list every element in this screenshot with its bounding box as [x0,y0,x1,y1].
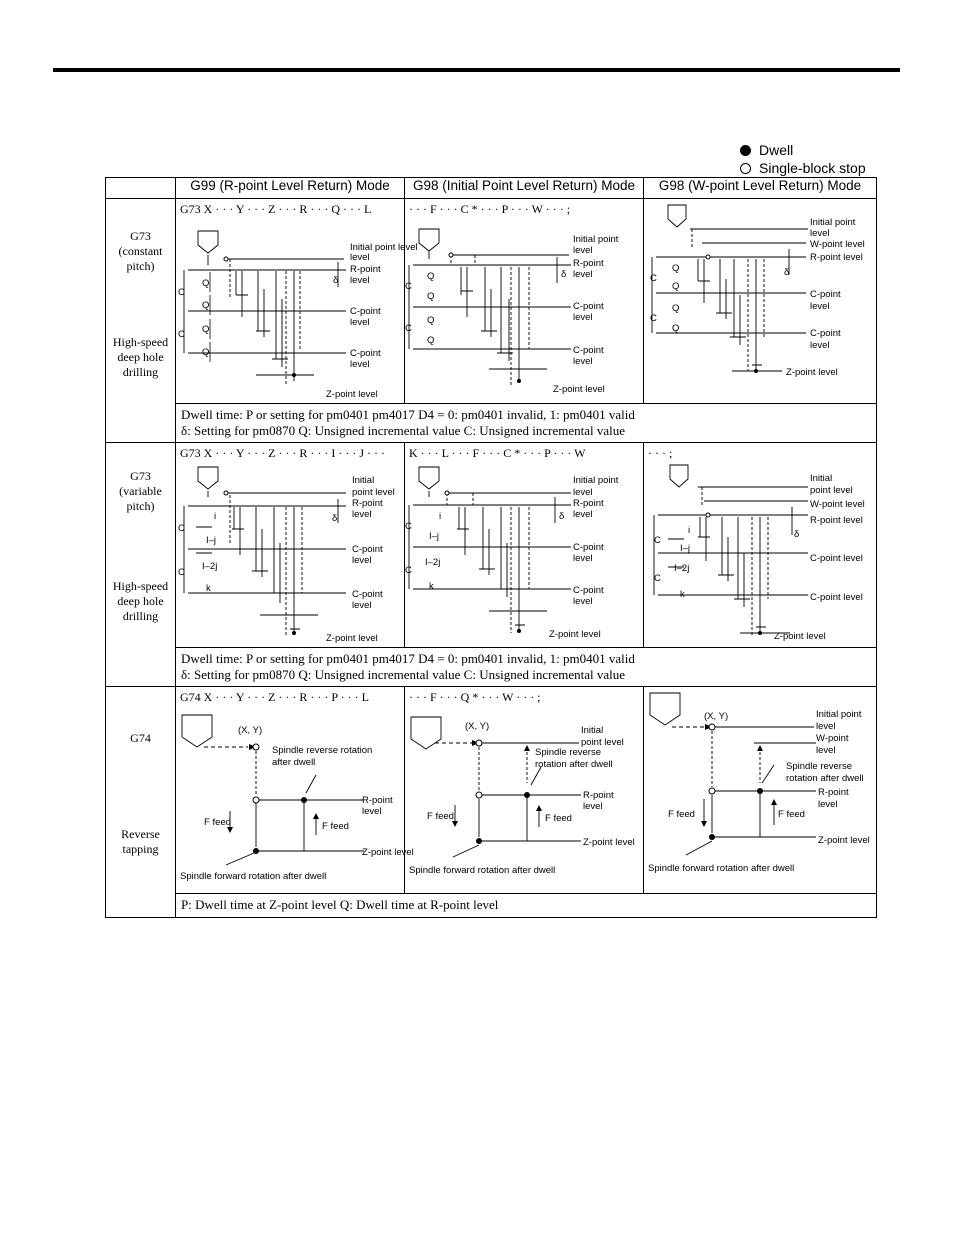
label-point-level: point level [352,487,395,498]
label-xy: (X, Y) [465,721,490,732]
label-level: level [362,806,382,817]
code: G74 [130,731,151,745]
diagram-g73v-g98-w-point [644,443,877,648]
label-f-feed: F feed [427,811,454,822]
label-delta: δ [559,511,565,522]
hollow-circle-icon [740,163,751,174]
legend-single-block-stop: Single-block stop [759,160,866,176]
label-r-point: R-point [362,795,393,806]
label-c: C [405,281,412,292]
label-z-point: Z-point level [774,631,826,642]
label-z-point: Z-point level [362,847,414,858]
label-c-point: C-point [573,542,604,553]
label-c: C [654,535,661,546]
row-label-g73-constant [106,199,176,443]
label-r-point: R-point [818,787,849,798]
label-r-point: R-point [350,264,381,275]
label-c-point: C-point [352,589,383,600]
label-r-point: R-point [573,258,604,269]
label-c: C [650,273,657,284]
label-q: Q [202,300,210,311]
label-z-point: Z-point level [786,367,838,378]
label-i-minus-2j: I–2j [674,563,690,574]
header-blank [106,178,176,199]
desc-line: drilling [122,365,159,379]
label-initial-point: Initial point [573,475,619,486]
legend-dwell: Dwell [759,142,794,158]
label-z-point: Z-point level [583,837,635,848]
label-point-level: point level [581,737,624,748]
label-i-minus-2j: I–2j [202,561,218,572]
diagram-g73v-g99 [176,443,405,648]
label-k: k [206,583,211,594]
note-line: δ: Setting for pm0870 Q: Unsigned incremental value C: Unsigned incremental value [181,423,626,438]
note-g73-constant [176,404,877,443]
label-c-point: C-point [352,544,383,555]
label-r-point: R-point level [810,515,863,526]
row-label-g74 [106,687,176,918]
label-c-point: C-point [810,289,841,300]
label-initial-point: Initial point [816,709,862,720]
format-text: K · · · L · · · F · · · C * · · · P · · · W [409,446,586,460]
label-rotation-after-dwell: rotation after dwell [535,759,613,770]
label-after-dwell: after dwell [272,757,316,768]
label-level: level [352,509,372,520]
row-g74 [106,687,877,894]
label-level: level [810,301,830,312]
label-level: level [573,553,593,564]
label-q: Q [672,263,680,274]
row-g73-constant-note [106,404,877,443]
label-r-point: R-point level [810,252,863,263]
label-level: level [350,317,370,328]
format-text: G74 X · · · Y · · · Z · · · R · · · P · · · L [180,690,369,704]
row-g73-constant [106,199,877,404]
label-q: Q [202,278,210,289]
label-q: Q [427,335,435,346]
label-c: C [405,565,412,576]
label-r-point: R-point [352,498,383,509]
label-level: level [573,487,593,498]
label-q: Q [672,281,680,292]
format-text: · · · F · · · Q * · · · W · · · ; [409,690,541,704]
label-level: level [573,312,593,323]
label-i-minus-j: I–j [680,543,691,554]
label-q: Q [427,315,435,326]
tapping-diagram [644,687,877,893]
label-level: level [350,275,370,286]
desc-line: deep hole [117,594,164,608]
label-initial: Initial [581,725,604,736]
tapping-diagram [405,687,644,893]
label-level: level [350,359,370,370]
desc-line: drilling [122,609,159,623]
label-spindle-forward: Spindle forward rotation after dwell [648,863,795,874]
format-text: · · · ; [648,446,673,460]
legend [740,141,866,177]
label-f-feed: F feed [545,813,572,824]
label-w-point: W-point level [810,499,865,510]
label-f-feed: F feed [668,809,695,820]
label-spindle-reverse: Spindle reverse rotation [272,745,373,756]
label-c-point: C-point level [810,592,863,603]
format-text: G73 X · · · Y · · · Z · · · R · · · I · · · J · · · [180,446,386,460]
diagram-g73c-g98-initial [405,199,644,404]
label-c-point: C-point [350,348,381,359]
label-f-feed: F feed [204,817,231,828]
note-line: Dwell time: P or setting for pm0401 pm4017 D4 = 0: pm0401 invalid, 1: pm0401 valid [181,407,635,422]
label-c-point: C-point level [810,553,863,564]
label-i: i [439,511,442,522]
label-c-point: C-point [573,345,604,356]
row-g74-note [106,894,877,918]
label-level: level [573,269,593,280]
label-c: C [178,523,185,534]
drill-diagram [405,199,644,403]
label-level: level [350,252,370,263]
label-q: Q [672,303,680,314]
label-level: level [573,509,593,520]
label-xy: (X, Y) [238,725,263,736]
note-g73-variable [176,648,877,687]
drill-diagram [644,443,877,647]
format-text: G73 X · · · Y · · · Z · · · R · · · Q · · · L [180,202,372,216]
label-delta: δ [784,267,790,278]
note-g74 [176,894,877,918]
label-level: level [810,340,830,351]
code: G73 [130,229,151,243]
subtitle-line: (variable [119,484,162,498]
note-line: Dwell time: P or setting for pm0401 pm4017 D4 = 0: pm0401 invalid, 1: pm0401 valid [181,651,635,666]
label-spindle-forward: Spindle forward rotation after dwell [409,865,556,876]
label-c: C [405,323,412,334]
label-level: level [818,799,838,810]
label-k: k [429,581,434,592]
top-rule [53,68,900,72]
label-q: Q [202,324,210,335]
label-q: Q [427,271,435,282]
label-delta: δ [332,513,338,524]
label-c: C [178,567,185,578]
diagram-g74-g98-w-point [644,687,877,894]
diagram-g73c-g98-w-point [644,199,877,404]
drill-diagram [405,443,644,647]
label-initial-point: Initial point [810,217,856,228]
label-k: k [680,589,685,600]
header-row [106,178,877,199]
label-i-minus-j: I–j [429,531,440,542]
note-line: P: Dwell time at Z-point level Q: Dwell time at R-point level [181,897,499,912]
label-w-point: W-point [816,733,849,744]
header-g98-initial: G98 (Initial Point Level Return) Mode [405,178,644,199]
label-c-point: C-point [573,301,604,312]
label-q: Q [427,291,435,302]
label-f-feed: F feed [778,809,805,820]
label-c: C [178,329,185,340]
label-r-point: R-point [583,790,614,801]
drill-diagram [176,199,418,403]
filled-circle-icon [740,145,751,156]
drill-diagram [176,443,405,647]
label-i: i [214,511,217,522]
header-g99-r-point: G99 (R-point Level Return) Mode [176,178,405,199]
label-q: Q [202,347,210,358]
label-spindle-reverse: Spindle reverse [786,761,853,772]
header-g98-w-point: G98 (W-point Level Return) Mode [644,178,877,199]
label-c: C [178,287,185,298]
label-delta: δ [561,269,567,280]
label-z-point: Z-point level [549,629,601,640]
row-g73-variable-note [106,648,877,687]
subtitle-line: pitch) [126,259,155,273]
label-initial: Initial [352,475,375,486]
label-c: C [650,313,657,324]
label-z-point: Z-point level [818,835,870,846]
label-initial: Initial [810,473,833,484]
format-text: · · · F · · · C * · · · P · · · W · · · ; [409,202,571,216]
label-i-minus-j: I–j [206,535,217,546]
label-level: level [352,600,372,611]
label-z-point: Z-point level [326,389,378,400]
label-c-point: C-point [810,328,841,339]
label-spindle-reverse: Spindle reverse [535,747,602,758]
label-level: level [816,721,836,732]
diagram-g73v-g98-initial [405,443,644,648]
label-c-point: C-point [573,585,604,596]
label-q: Q [672,323,680,334]
label-xy: (X, Y) [704,711,729,722]
label-point-level: point level [810,485,853,496]
drill-diagram [644,199,877,403]
label-rotation-after-dwell: rotation after dwell [786,773,864,784]
label-delta: δ [333,275,339,286]
desc-line: Reverse [121,827,160,841]
label-f-feed: F feed [322,821,349,832]
canned-cycle-table [105,177,877,918]
label-level: level [583,801,603,812]
label-c: C [405,521,412,532]
row-g73-variable [106,443,877,648]
label-level: level [816,745,836,756]
desc-line: tapping [122,842,159,856]
label-i: i [688,525,691,536]
label-z-point: Z-point level [326,633,378,644]
label-level: level [573,245,593,256]
label-level: level [352,555,372,566]
label-level: level [810,228,830,239]
label-level: level [573,596,593,607]
label-i-minus-2j: I–2j [425,557,441,568]
subtitle-line: (constant [118,244,163,258]
label-level: level [573,356,593,367]
desc-line: High-speed [112,579,169,593]
label-c: C [654,573,661,584]
desc-line: deep hole [117,350,164,364]
diagram-g74-g99 [176,687,414,894]
diagram-g73c-g99 [176,199,418,404]
label-r-point: R-point [573,498,604,509]
label-delta: δ [794,529,800,540]
tapping-diagram [176,687,414,893]
label-c-point: C-point [350,306,381,317]
label-spindle-forward: Spindle forward rotation after dwell [180,871,327,882]
row-label-g73-variable [106,443,176,687]
label-z-point: Z-point level [553,384,605,395]
note-line: δ: Setting for pm0870 Q: Unsigned incremental value C: Unsigned incremental value [181,667,626,682]
desc-line: High-speed [112,335,169,349]
subtitle-line: pitch) [126,499,155,513]
label-initial-point: Initial point [573,234,619,245]
label-w-point: W-point level [810,239,865,250]
label-initial-point: Initial point level [350,242,418,253]
diagram-g74-g98-initial [405,687,644,894]
code: G73 [130,469,151,483]
